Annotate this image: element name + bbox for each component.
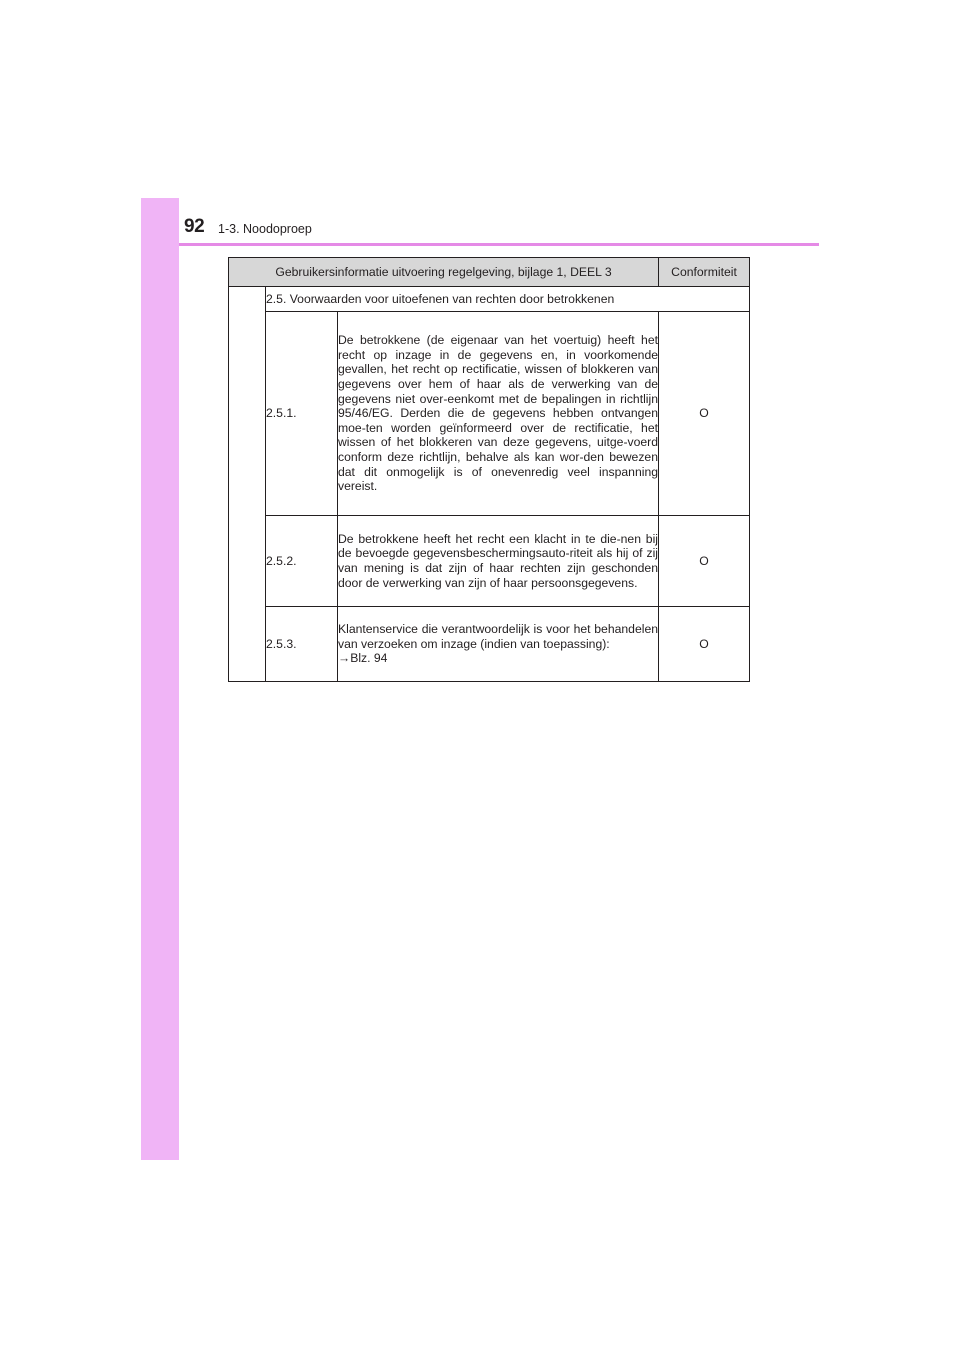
row-number: 2.5.3. xyxy=(266,607,338,682)
row-conformity: O xyxy=(659,607,750,682)
table-row xyxy=(229,516,750,607)
page-reference: →Blz. 94 xyxy=(338,651,388,666)
row-text: De betrokkene heeft het recht een klacht in te die-nen bij de bevoegde gegevensbeschermingsauto-riteit als hij of zij van mening is dat zijn of haar rechten zijn geschonden door de verwerking van zijn of haar persoonsgegevens. xyxy=(338,516,659,607)
header-main: Gebruikersinformatie uitvoering regelgeving, bijlage 1, DEEL 3 xyxy=(229,258,659,287)
row-conformity: O xyxy=(659,312,750,516)
side-color-strip xyxy=(141,198,179,1160)
row-conformity: O xyxy=(659,516,750,607)
blank-column xyxy=(229,287,266,682)
row-number: 2.5.2. xyxy=(266,516,338,607)
compliance-table xyxy=(228,257,750,682)
row-text: Klantenservice die verantwoordelijk is voor het behandelen van verzoeken om inzage (indien van toepassing): xyxy=(338,622,658,651)
header-rule xyxy=(179,243,819,246)
section-subheading: 2.5. Voorwaarden voor uitoefenen van rechten door betrokkenen xyxy=(266,287,750,312)
row-text: De betrokkene (de eigenaar van het voertuig) heeft het recht op inzage in de gegevens en, in voorkomende gevallen, het recht op rectificatie, wissen of blokkeren van gegevens over hem of haar als de verwerking van de gegevens niet over-eenkomt met de bepalingen in richtlijn 95/46/EG. Derden die de gegevens hebben ontvangen moe-ten worden geïnformeerd over de rectificatie, het wissen of het blokkeren van deze gegevens, uitge-voerd conform deze richtlijn, behalve als kan wor-den bewezen dat dit onmogelijk is of onevenredig veel inspanning vereist. xyxy=(338,312,659,516)
row-number: 2.5.1. xyxy=(266,312,338,516)
header-conformity: Conformiteit xyxy=(659,258,750,287)
page-number: 92 xyxy=(184,216,205,237)
table-row xyxy=(229,312,750,516)
row-text-container xyxy=(338,607,659,682)
table-row xyxy=(229,287,750,312)
table-header-row xyxy=(229,258,750,287)
section-title: 1-3. Noodoproep xyxy=(218,222,312,236)
table-row xyxy=(229,607,750,682)
